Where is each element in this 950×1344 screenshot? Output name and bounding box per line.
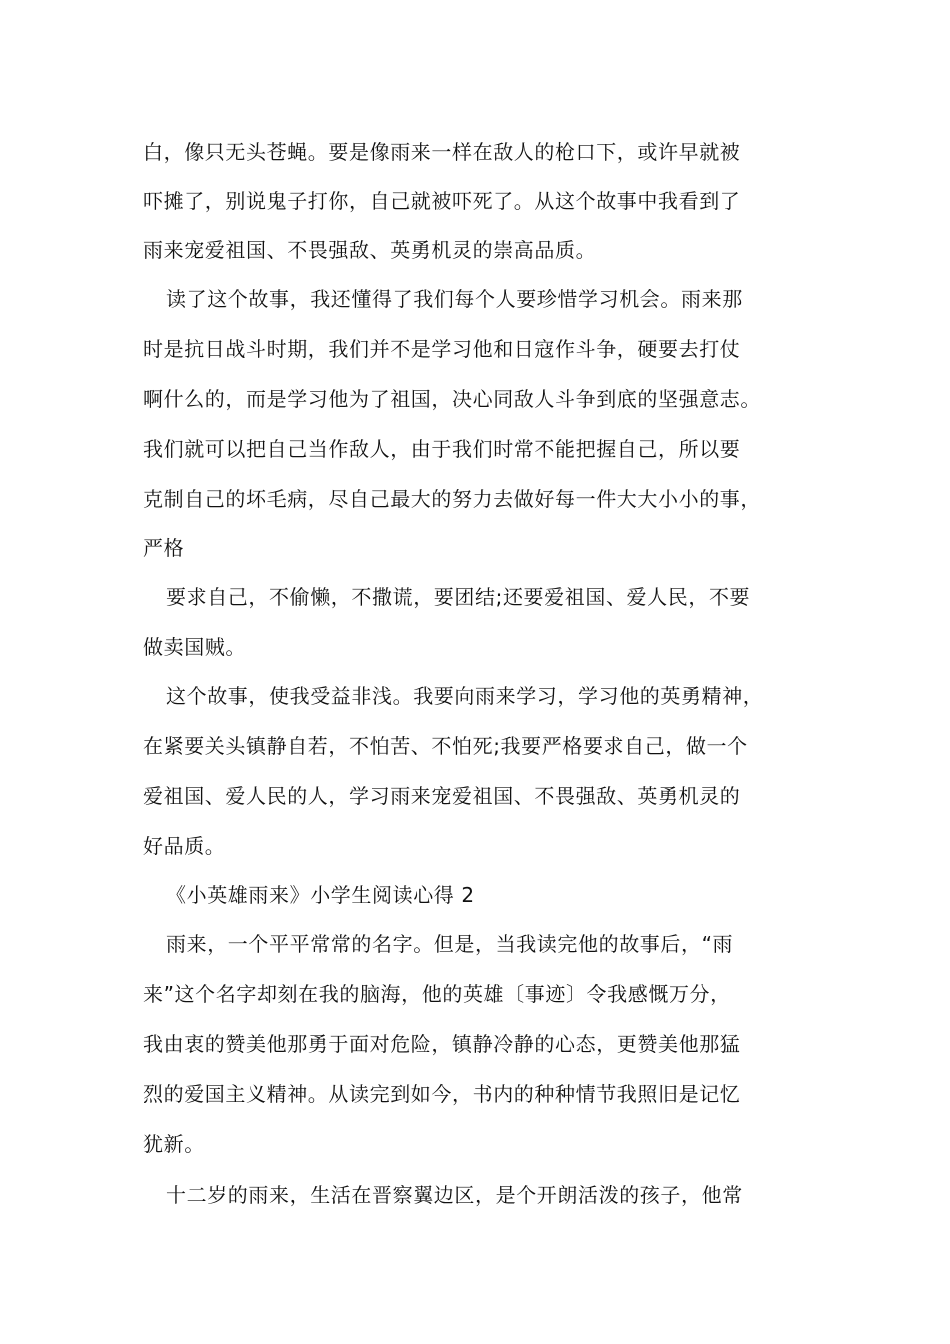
text-line: 十二岁的雨来，生活在晋察翼边区，是个开朗活泼的孩子，他常 bbox=[166, 1183, 743, 1207]
text-line: 吓摊了，别说鬼子打你，自己就被吓死了。从这个故事中我看到了 bbox=[143, 189, 741, 213]
text-line: 好品质。 bbox=[143, 834, 226, 858]
text-line: 在紧要关头镇静自若，不怕苦、不怕死;我要严格要求自己，做一个 bbox=[143, 734, 748, 758]
text-line: 读了这个故事，我还懂得了我们每个人要珍惜学习机会。雨来那 bbox=[166, 287, 743, 311]
text-line: 烈的爱国主义精神。从读完到如今，书内的种种情节我照旧是记忆 bbox=[143, 1082, 741, 1106]
text-line: 爱祖国、爱人民的人，学习雨来宠爱祖国、不畏强敌、英勇机灵的 bbox=[143, 784, 741, 808]
section-heading: 《小英雄雨来》小学生阅读心得 2 bbox=[166, 883, 475, 907]
text-line: 这个故事，使我受益非浅。我要向雨来学习，学习他的英勇精神， bbox=[166, 684, 764, 708]
text-line: 我由衷的赞美他那勇于面对危险，镇静冷静的心态，更赞美他那猛 bbox=[143, 1032, 741, 1056]
text-line: 白，像只无头苍蝇。要是像雨来一样在敌人的枪口下，或许早就被 bbox=[143, 140, 741, 164]
text-line: 做卖国贼。 bbox=[143, 635, 246, 659]
text-line: 啊什么的，而是学习他为了祖国，决心同敌人斗争到底的坚强意志。 bbox=[143, 387, 761, 411]
text-line: 来”这个名字却刻在我的脑海，他的英雄〔事迹〕令我感慨万分， bbox=[143, 982, 731, 1006]
text-line: 犹新。 bbox=[143, 1132, 205, 1156]
text-line: 要求自己，不偷懒，不撒谎，要团结;还要爱祖国、爱人民，不要 bbox=[166, 585, 751, 609]
text-line: 我们就可以把自己当作敌人，由于我们时常不能把握自己，所以要 bbox=[143, 437, 741, 461]
text-line: 时是抗日战斗时期，我们并不是学习他和日寇作斗争，硬要去打仗 bbox=[143, 337, 741, 361]
text-line: 雨来宠爱祖国、不畏强敌、英勇机灵的崇高品质。 bbox=[143, 238, 597, 262]
text-line: 雨来，一个平平常常的名字。但是，当我读完他的故事后，“雨 bbox=[166, 932, 734, 956]
text-line: 克制自己的坏毛病，尽自己最大的努力去做好每一件大大小小的事， bbox=[143, 487, 761, 511]
text-line: 严格 bbox=[143, 536, 185, 560]
